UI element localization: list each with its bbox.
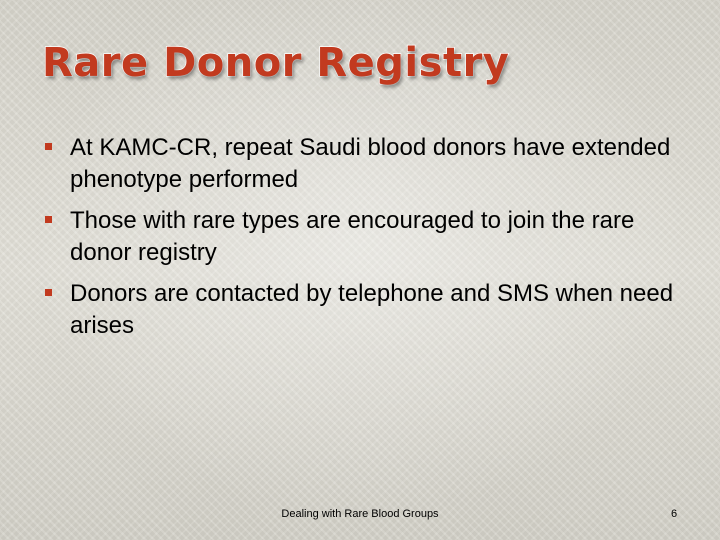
bullet-item [42, 205, 682, 269]
bullet-item [42, 278, 682, 342]
bullet-text: Donors are contacted by telephone and SMS when need arises [70, 280, 674, 339]
bullet-item [42, 132, 682, 196]
slide-title: Rare Donor Registry [42, 40, 510, 86]
square-bullet-icon [45, 289, 52, 296]
slide-footer: Dealing with Rare Blood Groups [281, 508, 439, 520]
bullet-text: Those with rare types are encouraged to join the rare donor registry [70, 207, 635, 266]
square-bullet-icon [45, 216, 52, 223]
square-bullet-icon [45, 143, 52, 150]
bullet-list [42, 132, 682, 351]
bullet-text: At KAMC-CR, repeat Saudi blood donors have extended phenotype performed [70, 134, 671, 193]
page-number: 6 [670, 508, 678, 520]
